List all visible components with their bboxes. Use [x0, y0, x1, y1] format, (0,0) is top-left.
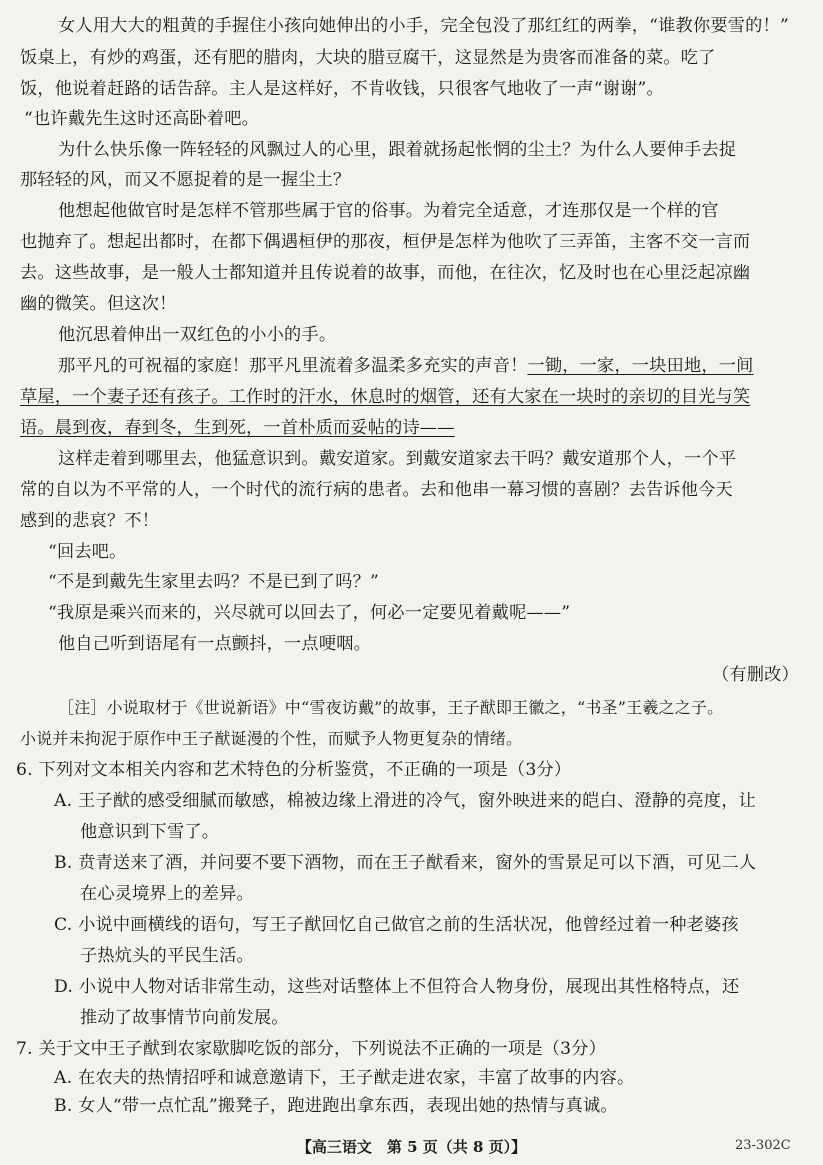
- option-d: D. 小说中人物对话非常生动，这些对话整体上不但符合人物身份，展现出其性格特点，还: [54, 977, 740, 997]
- story-line: 这样走着到哪里去，他猛意识到。戴安道家。到戴安道家去干吗？戴安道那个人，一个平: [58, 449, 737, 469]
- annotation-line: ［注］小说取材于《世说新语》中“雪夜访戴”的故事，王子猷即王徽之，“书圣”王羲之之子。: [58, 698, 724, 717]
- underlined-sentence: 语。晨到夜，春到冬，生到死，一首朴质而妥帖的诗——: [20, 418, 455, 438]
- story-line: 幽的微笑。但这次！: [20, 294, 177, 314]
- exam-code: 23-302C: [735, 1138, 791, 1153]
- story-line: 女人用大大的粗黄的手握住小孩向她伸出的小手，完全包没了那红红的两拳，“谁教你要雪的！”: [58, 16, 789, 36]
- story-text: 那平凡的可祝福的家庭！那平凡里流着多温柔多充实的声音！: [58, 356, 528, 376]
- story-line: 也抛弃了。想起出都时，在都下偶遇桓伊的那夜，桓伊是怎样为他吹了三弄笛，主客不交一言而: [20, 232, 751, 252]
- annotation-line: 小说并未拘泥于原作中王子猷诞漫的个性，而赋予人物更复杂的情绪。: [20, 729, 523, 748]
- source-note: （有删改）: [712, 665, 799, 685]
- story-line: 饭，他说着赶路的话告辞。主人是这样好，不肯收钱，只很客气地收了一声“谢谢”。: [20, 79, 664, 99]
- option-b: B. 女人“带一点忙乱”搬凳子，跑进跑出拿东西，表现出她的热情与真诚。: [54, 1096, 618, 1116]
- page-footer: 【高三语文 第 5 页（共 8 页）】: [296, 1138, 527, 1156]
- story-line: 去。这些故事，是一般人士都知道并且传说着的故事，而他，在往次，忆及时也在心里泛起凉幽: [20, 263, 751, 283]
- story-line: “我原是乘兴而来的，兴尽就可以回去了，何必一定要见着戴呢——”: [48, 603, 571, 623]
- story-line: 那轻轻的风，而又不愿捉着的是一握尘土？: [20, 170, 351, 190]
- question-7-stem: 7. 关于文中王子猷到农家歇脚吃饭的部分，下列说法不正确的一项是（3分）: [16, 1039, 607, 1059]
- story-line: 他沉思着伸出一双红色的小小的手。: [58, 325, 337, 345]
- story-line: 感到的悲哀？不！: [20, 511, 160, 531]
- option-b: B. 贲青送来了酒，并问要不要下酒物，而在王子猷看来，窗外的雪景足可以下酒，可见二人: [54, 853, 757, 873]
- option-c: C. 小说中画横线的语句，写王子猷回忆自己做官之前的生活状况，他曾经过着一种老婆孩: [54, 915, 739, 935]
- question-6-stem: 6. 下列对文本相关内容和艺术特色的分析鉴赏，不正确的一项是（3分）: [16, 760, 572, 780]
- option-b-cont: 在心灵境界上的差异。: [80, 884, 254, 904]
- story-line: 他想起他做官时是怎样不管那些属于官的俗事。为着完全适意，才连那仅是一个样的官: [58, 201, 719, 221]
- story-line: “也许戴先生这时还高卧着吧。: [24, 109, 260, 129]
- story-line-with-underline: [58, 354, 754, 378]
- story-line: “回去吧。: [48, 542, 127, 562]
- story-line: 常的自以为不平常的人，一个时代的流行病的患者。去和他串一幕习惯的喜剧？去告诉他今天: [20, 480, 733, 500]
- story-line: 饭桌上，有炒的鸡蛋，还有肥的腊肉，大块的腊豆腐干，这显然是为贵客而准备的菜。吃了: [20, 48, 716, 68]
- option-d-cont: 推动了故事情节向前发展。: [80, 1008, 289, 1028]
- option-a-cont: 他意识到下雪了。: [80, 822, 220, 842]
- story-line: 他自己听到语尾有一点颤抖，一点哽咽。: [58, 634, 371, 654]
- story-line: “不是到戴先生家里去吗？不是已到了吗？”: [48, 572, 379, 592]
- option-a: A. 在农夫的热情招呼和诚意邀请下，王子猷走进农家，丰富了故事的内容。: [54, 1068, 635, 1088]
- underlined-sentence: 草屋，一个妻子还有孩子。工作时的汗水，休息时的烟管，还有大家在一块时的亲切的目光与笑: [20, 387, 751, 407]
- option-c-cont: 子热炕头的平民生活。: [80, 946, 254, 966]
- option-a: A. 王子猷的感受细腻而敏感，棉被边缘上滑进的冷气，窗外映进来的皑白、澄静的亮度，让: [54, 791, 757, 811]
- underlined-sentence: 一锄，一家，一块田地，一间: [527, 356, 754, 376]
- story-line: 为什么快乐像一阵轻轻的风飘过人的心里，跟着就扬起怅惘的尘土？为什么人要伸手去捉: [58, 140, 737, 160]
